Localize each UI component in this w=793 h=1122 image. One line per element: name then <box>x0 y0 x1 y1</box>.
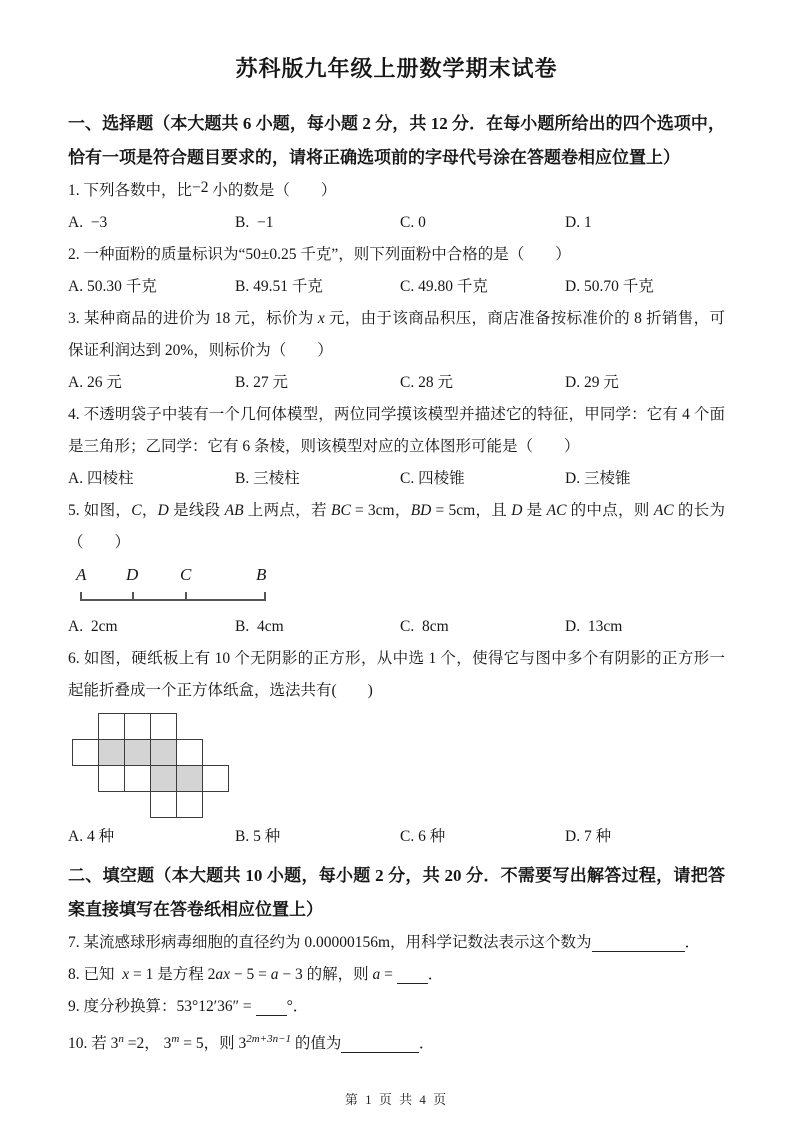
question-2-stem: 2. 一种面粉的质量标识为“50±0.25 千克”，则下列面粉中合格的是（ ） <box>68 246 571 263</box>
question-4-stem: 4. 不透明袋子中装有一个几何体模型，两位同学摸该模型并描述它的特征，甲同学：它有 4 个面是三角形；乙同学：它有 6 条棱，则该模型对应的立体图形可能是（ ） <box>68 406 725 455</box>
question-6-options <box>68 821 725 853</box>
question-3-options <box>68 367 725 399</box>
point-label-a: A <box>76 565 87 584</box>
question-4-option-d: D. 三棱锥 <box>565 470 631 487</box>
net-cell-shaded <box>98 739 125 766</box>
question-1-option-a: A. −3 <box>68 214 108 231</box>
page-title: 苏科版九年级上册数学期末试卷 <box>235 56 558 81</box>
question-5-option-b: B. 4cm <box>235 618 284 635</box>
net-cell-blank <box>72 739 99 766</box>
question-3-option-d: D. 29 元 <box>565 374 619 391</box>
net-cell-blank <box>124 713 151 740</box>
point-label-b: B <box>256 565 267 584</box>
question-6-option-c: C. 6 种 <box>400 828 446 845</box>
tick-mark-b <box>264 592 266 600</box>
net-cell-blank <box>98 765 125 792</box>
question-6 <box>68 643 725 853</box>
net-cell-shaded <box>150 739 177 766</box>
tick-mark-a <box>80 592 82 600</box>
question-1-option-d: D. 1 <box>565 214 592 231</box>
net-cell-blank <box>124 765 151 792</box>
question-1-options <box>68 207 725 239</box>
question-2-option-c: C. 49.80 千克 <box>400 278 488 295</box>
question-2-option-d: D. 50.70 千克 <box>565 278 654 295</box>
section-1-heading: 一、选择题（本大题共 6 小题，每小题 2 分，共 12 分．在每小题所给出的四个选项中，恰有一项是符合题目要求的，请将正确选项前的字母代号涂在答题卷相应位置上） <box>68 114 725 167</box>
question-3-option-c: C. 28 元 <box>400 374 453 391</box>
question-3-option-a: A. 26 元 <box>68 374 122 391</box>
point-label-d: D <box>126 565 139 584</box>
section-2-heading: 二、填空题（本大题共 10 小题，每小题 2 分，共 20 分．不需要写出解答过程，请把答案直接填写在答卷纸相应位置上） <box>68 866 725 919</box>
question-8-stem: 8. 已知 x = 1 是方程 2ax − 5 = a − 3 的解，则 a = ． <box>68 966 444 983</box>
question-4-option-b: B. 三棱柱 <box>235 470 300 487</box>
question-5-segment-figure <box>72 565 302 611</box>
segment-line <box>80 599 266 601</box>
tick-mark-d <box>132 592 134 600</box>
question-3 <box>68 303 725 399</box>
net-cell-blank <box>150 791 177 818</box>
question-5-option-a: A. 2cm <box>68 618 118 635</box>
question-1-stem: 1. 下列各数中，比−2 小的数是（ ） <box>68 179 337 199</box>
question-4-option-c: C. 四棱锥 <box>400 470 465 487</box>
question-6-option-a: A. 4 种 <box>68 828 115 845</box>
net-cell-shaded <box>176 765 203 792</box>
question-4-option-a: A. 四棱柱 <box>68 470 134 487</box>
page-footer: 第 1 页 共 4 页 <box>344 1092 449 1107</box>
question-10-stem: 10. 若 $3^n =2$， $3^m = 5$，则 $3^{2m+3n-1}$ 的值为 ． <box>68 1033 435 1052</box>
net-cell-blank <box>150 713 177 740</box>
tick-mark-c <box>185 592 187 600</box>
net-cell-blank <box>202 765 229 792</box>
net-cell-blank <box>176 739 203 766</box>
net-cell-blank <box>176 791 203 818</box>
question-6-option-d: D. 7 种 <box>565 828 612 845</box>
question-5 <box>68 495 725 643</box>
question-2-option-b: B. 49.51 千克 <box>235 278 323 295</box>
question-6-option-b: B. 5 种 <box>235 828 281 845</box>
question-5-options <box>68 611 725 643</box>
question-4 <box>68 399 725 495</box>
question-2-options <box>68 271 725 303</box>
question-7-stem: 7. 某流感球形病毒细胞的直径约为 0.00000156m，用科学记数法表示这个数为 ． <box>68 934 701 951</box>
question-1 <box>68 175 725 239</box>
question-5-stem: 5. 如图，C，D 是线段 AB 上两点，若 BC = 3cm，BD = 5cm，且 D 是 AC 的中点，则 AC 的长为（ ） <box>68 502 725 551</box>
question-5-option-d: D. 13cm <box>565 618 623 635</box>
question-3-option-b: B. 27 元 <box>235 374 288 391</box>
question-1-option-c: C. 0 <box>400 214 426 231</box>
question-6-net-figure <box>72 713 230 819</box>
question-4-options <box>68 463 725 495</box>
point-label-c: C <box>180 565 192 584</box>
net-cell-blank <box>98 713 125 740</box>
question-3-stem: 3. 某种商品的进价为 18 元，标价为 x 元，由于该商品积压，商店准备按标准价的 8 折销售，可保证利润达到 20%，则标价为（ ） <box>68 310 725 359</box>
question-2-option-a: A. 50.30 千克 <box>68 278 157 295</box>
question-6-stem: 6. 如图，硬纸板上有 10 个无阴影的正方形，从中选 1 个，使得它与图中多个有阴影的正方形一起能折叠成一个正方体纸盒，选法共有( ) <box>68 650 725 699</box>
question-5-option-c: C. 8cm <box>400 618 449 635</box>
question-9-stem: 9. 度分秒换算：53°12′36″ = °． <box>68 998 309 1015</box>
question-1-option-b: B. −1 <box>235 214 274 231</box>
net-cell-shaded <box>124 739 151 766</box>
net-cell-shaded <box>150 765 177 792</box>
question-2 <box>68 239 725 303</box>
